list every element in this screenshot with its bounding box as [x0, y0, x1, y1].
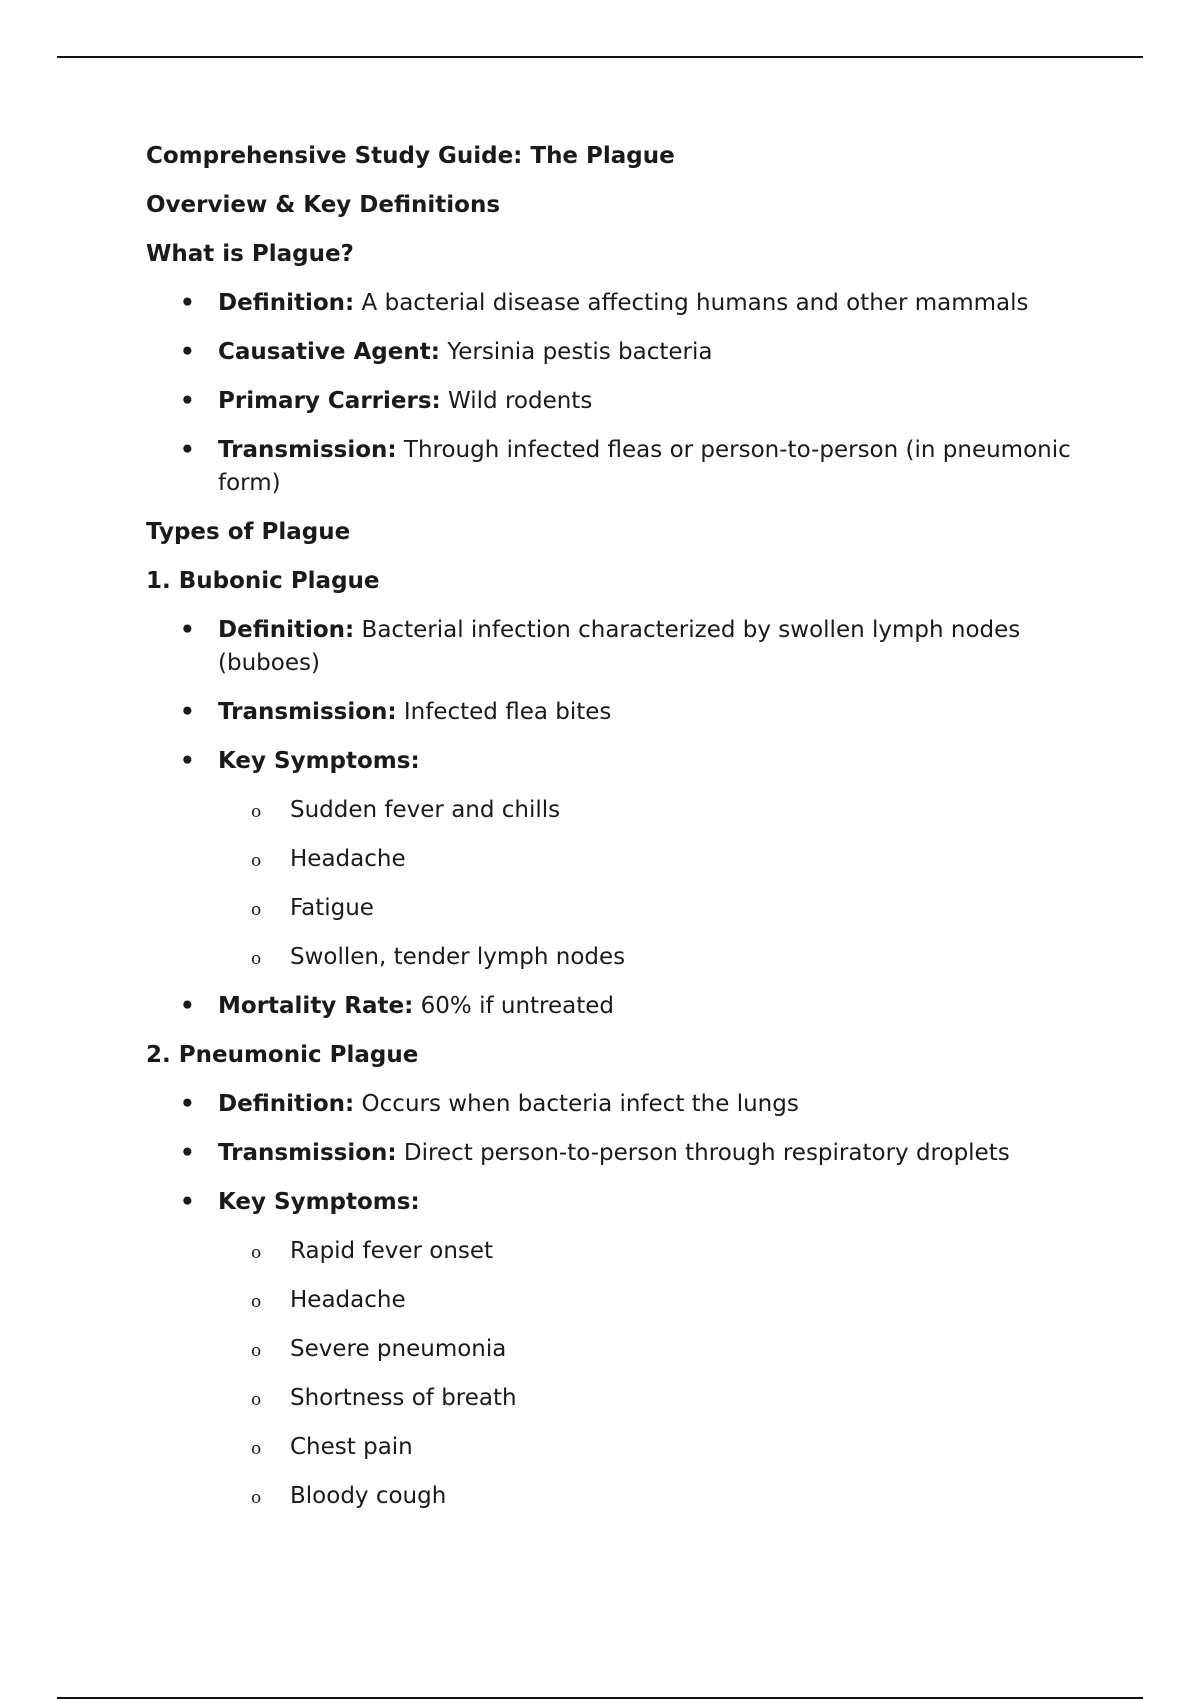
list-item: [146, 990, 1106, 1023]
symptom-text: Bloody cough: [290, 1483, 447, 1509]
list-item: [146, 614, 1106, 680]
bullet-icon: •: [180, 993, 195, 1019]
symptom-text: Sudden fever and chills: [290, 797, 561, 823]
item-text: Through infected fleas or person-to-person (in pneumonic form): [218, 437, 1071, 496]
bullet-icon: •: [180, 339, 195, 365]
symptom-item: [218, 1284, 1096, 1317]
symptom-item: [218, 1480, 1096, 1513]
bullet-icon: •: [180, 1140, 195, 1166]
item-label: Key Symptoms:: [218, 1189, 420, 1215]
list-item: [146, 434, 1106, 500]
bullet-icon: •: [180, 388, 195, 414]
symptom-text: Shortness of breath: [290, 1385, 517, 1411]
bubonic-list: [146, 614, 1106, 1023]
item-label: Causative Agent:: [218, 339, 440, 365]
list-item: [146, 745, 1106, 974]
overview-heading: Overview & Key Definitions: [146, 192, 501, 218]
sub-bullet-icon: o: [251, 802, 262, 822]
list-item: [146, 336, 1106, 369]
symptom-text: Severe pneumonia: [290, 1336, 507, 1362]
pneumonic-list: [146, 1088, 1106, 1513]
pneumonic-symptoms-list: [218, 1235, 1096, 1513]
bullet-icon: •: [180, 748, 195, 774]
sub-bullet-icon: o: [251, 851, 262, 871]
document-title: Comprehensive Study Guide: The Plague: [146, 143, 675, 169]
item-label: Primary Carriers:: [218, 388, 441, 414]
item-label: Transmission:: [218, 437, 397, 463]
bullet-icon: •: [180, 617, 195, 643]
bubonic-heading: 1. Bubonic Plague: [146, 568, 380, 594]
symptom-text: Headache: [290, 1287, 406, 1313]
item-label: Mortality Rate:: [218, 993, 414, 1019]
item-label: Key Symptoms:: [218, 748, 420, 774]
symptom-text: Swollen, tender lymph nodes: [290, 944, 626, 970]
item-label: Transmission:: [218, 699, 397, 725]
symptom-item: [218, 941, 1096, 974]
item-text: Yersinia pestis bacteria: [439, 339, 713, 365]
symptom-item: [218, 1235, 1096, 1268]
sub-bullet-icon: o: [251, 1390, 262, 1410]
symptom-item: [218, 1333, 1096, 1366]
what-is-list: [146, 287, 1106, 500]
bubonic-symptoms-list: [218, 794, 1096, 974]
item-label: Definition:: [218, 617, 355, 643]
item-label: Transmission:: [218, 1140, 397, 1166]
sub-bullet-icon: o: [251, 1292, 262, 1312]
pneumonic-heading: 2. Pneumonic Plague: [146, 1042, 419, 1068]
symptom-item: [218, 843, 1096, 876]
symptom-text: Rapid fever onset: [290, 1238, 494, 1264]
bullet-icon: •: [180, 437, 195, 463]
bottom-rule: [57, 1697, 1143, 1699]
what-is-heading: What is Plague?: [146, 241, 354, 267]
top-rule: [57, 56, 1143, 58]
list-item: [146, 385, 1106, 418]
symptom-item: [218, 892, 1096, 925]
sub-bullet-icon: o: [251, 1439, 262, 1459]
item-label: Definition:: [218, 290, 355, 316]
list-item: [146, 1137, 1106, 1170]
bullet-icon: •: [180, 1189, 195, 1215]
sub-bullet-icon: o: [251, 1341, 262, 1361]
list-item: [146, 1088, 1106, 1121]
item-text: A bacterial disease affecting humans and other mammals: [354, 290, 1029, 316]
bullet-icon: •: [180, 290, 195, 316]
symptom-item: [218, 1431, 1096, 1464]
list-item: [146, 1186, 1106, 1513]
document-body: [146, 140, 1106, 1529]
symptom-text: Chest pain: [290, 1434, 413, 1460]
item-text: Infected flea bites: [396, 699, 612, 725]
bullet-icon: •: [180, 1091, 195, 1117]
sub-bullet-icon: o: [251, 1243, 262, 1263]
symptom-item: [218, 1382, 1096, 1415]
item-text: Wild rodents: [440, 388, 593, 414]
sub-bullet-icon: o: [251, 949, 262, 969]
sub-bullet-icon: o: [251, 1488, 262, 1508]
symptom-text: Headache: [290, 846, 406, 872]
types-heading: Types of Plague: [146, 519, 351, 545]
symptom-item: [218, 794, 1096, 827]
list-item: [146, 287, 1106, 320]
item-text: 60% if untreated: [413, 993, 615, 1019]
sub-bullet-icon: o: [251, 900, 262, 920]
item-text: Occurs when bacteria infect the lungs: [354, 1091, 799, 1117]
item-label: Definition:: [218, 1091, 355, 1117]
item-text: Direct person-to-person through respiratory droplets: [396, 1140, 1010, 1166]
list-item: [146, 696, 1106, 729]
symptom-text: Fatigue: [290, 895, 374, 921]
item-text: Bacterial infection characterized by swollen lymph nodes (buboes): [218, 617, 1021, 676]
bullet-icon: •: [180, 699, 195, 725]
